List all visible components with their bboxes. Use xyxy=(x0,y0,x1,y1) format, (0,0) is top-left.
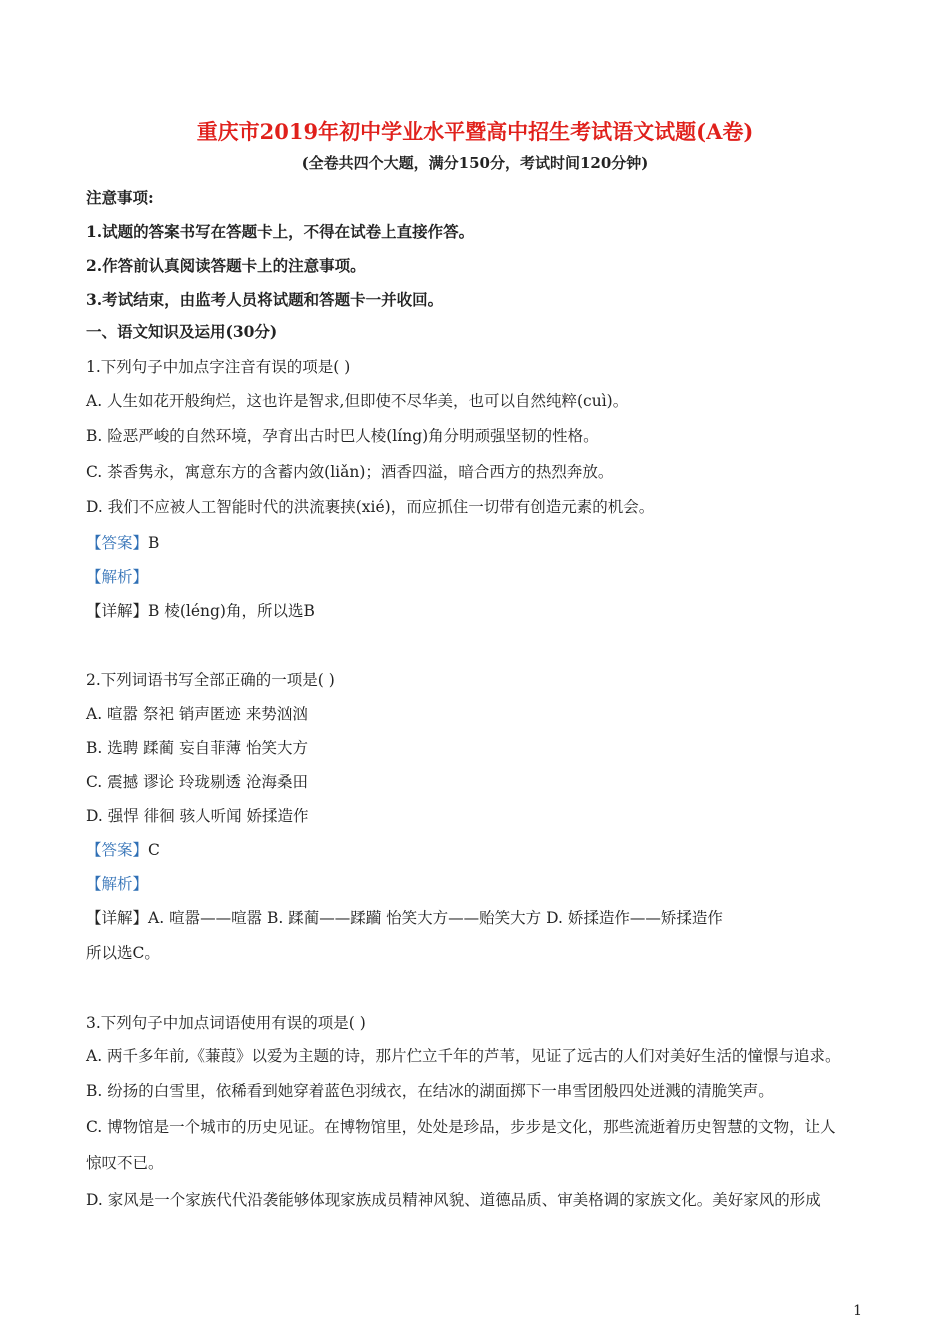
detail-text: A. 喧嚣——喧嚣 B. 蹂蔺——蹂躏 怡笑大方——贻笑大方 D. 娇揉造作——矫揉造作 xyxy=(148,909,723,927)
q1-option-d: D. 我们不应被人工智能时代的洪流裹挟(xié)，而应抓住一切带有创造元素的机会。 xyxy=(86,498,655,516)
q2-detail-cont: 所以选C。 xyxy=(86,944,160,962)
q2-option-d: D. 强悍 徘徊 骇人听闻 娇揉造作 xyxy=(86,807,309,825)
document-title: 重庆市2019年初中学业水平暨高中招生考试语文试题(A卷) xyxy=(196,119,754,144)
answer-value: B xyxy=(148,534,160,552)
answer-label: 【答案】 xyxy=(86,534,149,552)
answer-label: 【答案】 xyxy=(86,841,149,859)
q3-option-b: B. 纷扬的白雪里，依稀看到她穿着蓝色羽绒衣，在结冰的湖面掷下一串雪团般四处迸溅的清脆笑声。 xyxy=(86,1082,774,1100)
q3-option-d: D. 家风是一个家族代代沿袭能够体现家族成员精神风貌、道德品质、审美格调的家族文化。美好家风的形成 xyxy=(86,1191,821,1209)
document-subtitle: (全卷共四个大题，满分150分，考试时间120分钟) xyxy=(301,154,649,172)
page-number: 1 xyxy=(853,1303,862,1319)
q1-option-b: B. 险恶严峻的自然环境，孕育出古时巴人棱(líng)角分明顽强坚韧的性格。 xyxy=(86,427,599,445)
q1-answer xyxy=(86,533,159,553)
q1-option-a: A. 人生如花开般绚烂，这也许是智求,但即使不尽华美，也可以自然纯粹(cuì)。 xyxy=(86,392,629,410)
q1-detail xyxy=(86,601,315,621)
q3-option-c: C. 博物馆是一个城市的历史见证。在博物馆里，处处是珍品，步步是文化，那些流逝着历史智慧的文物，让人 xyxy=(86,1118,836,1136)
q2-option-a: A. 喧嚣 祭祀 销声匿迹 来势汹汹 xyxy=(86,705,308,723)
notice-item-1: 1.试题的答案书写在答题卡上，不得在试卷上直接作答。 xyxy=(86,222,475,241)
q1-analysis-label: 【解析】 xyxy=(86,568,149,586)
q1-stem: 1.下列句子中加点字注音有误的项是( ) xyxy=(86,358,351,376)
q3-option-c-cont: 惊叹不已。 xyxy=(86,1154,164,1172)
q3-option-a: A. 两千多年前,《蒹葭》以爱为主题的诗，那片伫立千年的芦苇，见证了远古的人们对美好生活的憧憬与追求。 xyxy=(86,1047,841,1065)
detail-text: B 棱(léng)角，所以选B xyxy=(148,602,315,620)
notice-heading: 注意事项: xyxy=(86,188,154,207)
q2-option-b: B. 选聘 蹂蔺 妄自菲薄 怡笑大方 xyxy=(86,739,309,757)
detail-label: 【详解】 xyxy=(86,602,149,620)
q3-stem: 3.下列句子中加点词语使用有误的项是( ) xyxy=(86,1014,366,1032)
detail-label: 【详解】 xyxy=(86,909,149,927)
q2-analysis-label: 【解析】 xyxy=(86,875,149,893)
section-heading: 一、语文知识及运用(30分) xyxy=(86,322,278,341)
notice-item-3: 3.考试结束，由监考人员将试题和答题卡一并收回。 xyxy=(86,290,444,309)
notice-item-2: 2.作答前认真阅读答题卡上的注意事项。 xyxy=(86,256,366,275)
answer-value: C xyxy=(148,841,160,859)
q2-option-c: C. 震撼 谬论 玲珑剔透 沧海桑田 xyxy=(86,773,308,791)
q2-answer xyxy=(86,840,160,860)
q2-detail xyxy=(86,908,723,928)
q1-option-c: C. 茶香隽永，寓意东方的含蓄内敛(liǎn)；酒香四溢，暗合西方的热烈奔放。 xyxy=(86,463,614,481)
q2-stem: 2.下列词语书写全部正确的一项是( ) xyxy=(86,671,335,689)
